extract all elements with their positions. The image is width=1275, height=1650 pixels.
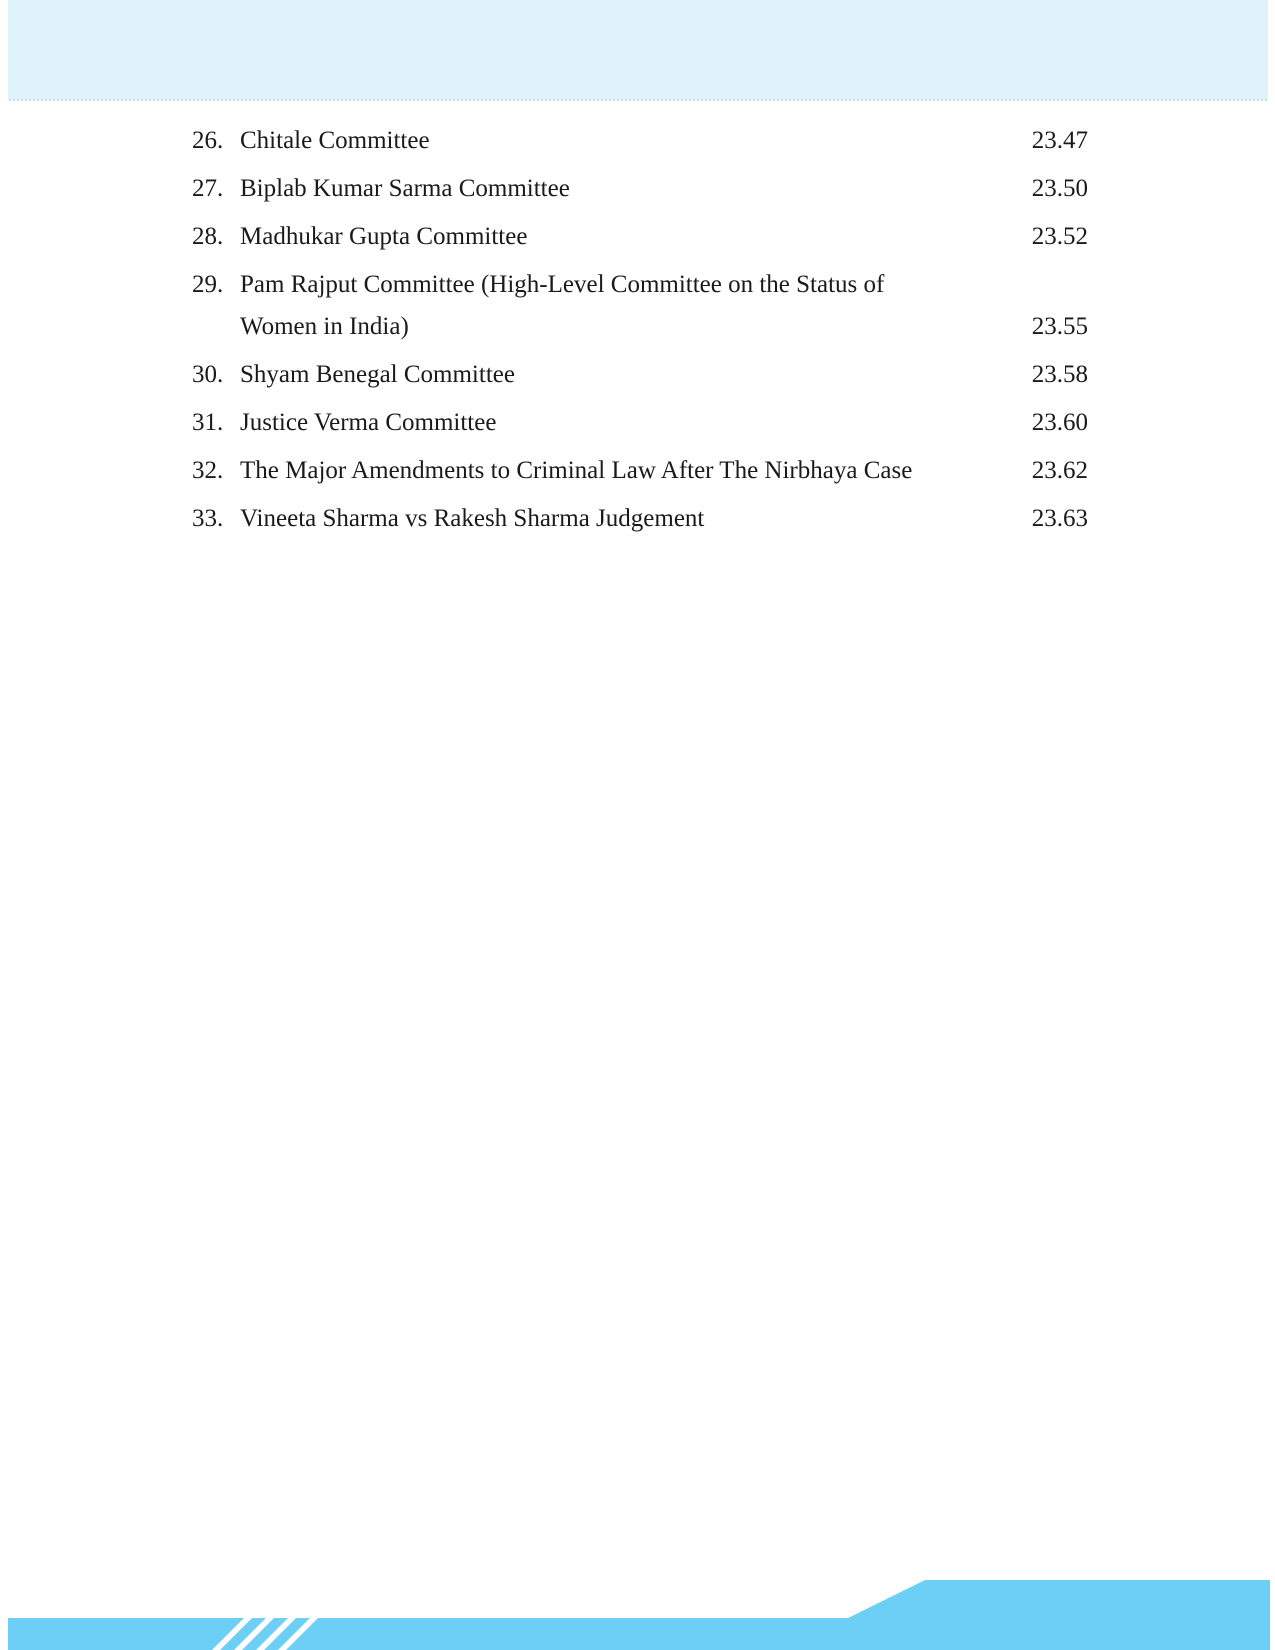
- toc-entry-page: 23.50: [1031, 175, 1088, 202]
- toc-entry-33[interactable]: [192, 498, 1088, 540]
- toc-entry-number: 26.: [192, 127, 224, 154]
- toc-entry-number: 33.: [192, 505, 224, 532]
- toc-entry-title: Justice Verma Committee: [240, 409, 497, 436]
- toc-entry-title: Pam Rajput Committee (High-Level Committee on the Status of Women in India): [240, 271, 885, 340]
- header-dotted-border: [8, 98, 1268, 103]
- toc-entry-page: 23.52: [1031, 223, 1088, 250]
- toc-entry-number: 29.: [192, 271, 224, 298]
- toc-entry-page: 23.55: [1031, 313, 1088, 340]
- toc-entry-page: 23.62: [1031, 457, 1088, 484]
- toc-entry-number: 31.: [192, 409, 224, 436]
- footer-band: [0, 1570, 1275, 1650]
- toc-entry-title: Vineeta Sharma vs Rakesh Sharma Judgement: [240, 505, 705, 532]
- toc-entry-page: 23.47: [1031, 127, 1088, 154]
- toc-entry-26[interactable]: [192, 120, 1088, 162]
- toc-entry-number: 28.: [192, 223, 224, 250]
- toc-entry-number: 27.: [192, 175, 224, 202]
- toc-entry-title: The Major Amendments to Criminal Law After The Nirbhaya Case: [240, 457, 913, 484]
- toc-entry-number: 32.: [192, 457, 224, 484]
- toc-entry-29[interactable]: [192, 264, 1088, 348]
- toc-entry-page: 23.63: [1031, 505, 1088, 532]
- toc-entry-number: 30.: [192, 361, 224, 388]
- toc-entry-32[interactable]: [192, 450, 1088, 492]
- toc-entry-page: 23.58: [1031, 361, 1088, 388]
- toc-entry-28[interactable]: [192, 216, 1088, 258]
- toc-entry-title: Chitale Committee: [240, 127, 430, 154]
- toc-entry-page: 23.60: [1031, 409, 1088, 436]
- toc-entry-27[interactable]: [192, 168, 1088, 210]
- header-band: [8, 0, 1268, 100]
- toc-entry-title: Shyam Benegal Committee: [240, 361, 515, 388]
- toc-entry-31[interactable]: [192, 402, 1088, 444]
- footer-band-shape: [8, 1580, 1270, 1650]
- toc-entry-30[interactable]: [192, 354, 1088, 396]
- toc-entry-title: Madhukar Gupta Committee: [240, 223, 528, 250]
- toc-entry-title: Biplab Kumar Sarma Committee: [240, 175, 570, 202]
- table-of-contents: [192, 120, 1088, 546]
